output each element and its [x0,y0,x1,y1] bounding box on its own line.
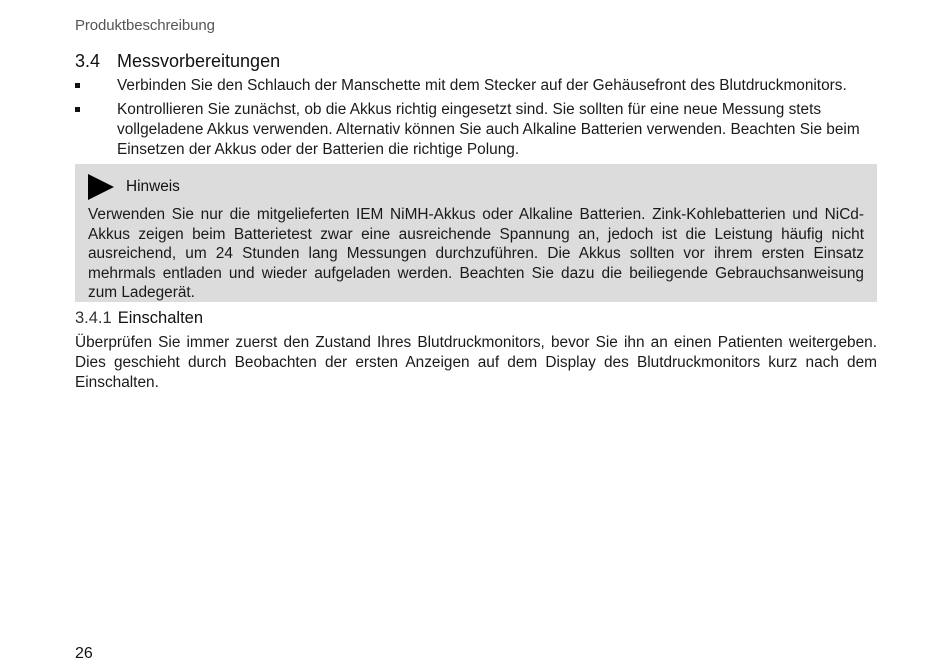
note-header [88,172,864,202]
arrow-right-icon [88,174,114,200]
subsection-heading [75,309,203,328]
page-number: 26 [75,645,93,662]
bullet-list [75,76,877,164]
bullet-square-icon [75,107,80,112]
bullet-square-icon [75,83,80,88]
list-item [75,100,877,160]
note-box [75,164,877,302]
running-header: Produktbeschreibung [75,17,215,34]
section-heading [75,51,280,72]
bullet-text: Kontrollieren Sie zunächst, ob die Akkus richtig eingesetzt sind. Sie sollten für eine neue Messung stets vollgeladene Akkus verwenden. Alternativ können Sie auch Alkaline Batterien verwenden. Beachten Sie beim Einsetzen der Akkus oder der Batterien die richtige Polung. [117,101,860,158]
note-title: Hinweis [126,178,180,195]
subsection-number: 3.4.1 [75,309,112,327]
subsection-paragraph: Überprüfen Sie immer zuerst den Zustand Ihres Blutdruckmonitors, bevor Sie ihn an einen Patienten weitergeben. Dies geschieht durch Beobachten der ersten Anzeigen auf dem Display des Blutdruckmonitors kurz nach dem Einschalten. [75,334,877,391]
bullet-text: Verbinden Sie den Schlauch der Manschette mit dem Stecker auf der Gehäusefront des Blutdruckmonitors. [117,77,847,94]
document-page [75,0,877,668]
section-title: Messvorbereitungen [117,51,281,71]
section-number: 3.4 [75,51,101,71]
note-text: Verwenden Sie nur die mitgelieferten IEM NiMH-Akkus oder Alkaline Batterien. Zink-Kohlebatterien und NiCd-Akkus zeigen beim Batterietest zwar eine ausreichende Spannung an, jedoch ist die Leistung häufig nicht ausreichend, um 24 Stunden lang Messungen durchzuführen. Die Akkus sollten vor ihrem ersten Einsatz mehrmals entladen und wieder aufgeladen werden. Beachten Sie dazu die beiliegende Gebrauchsanweisung zum Ladegerät. [88,206,864,301]
list-item [75,76,877,96]
subsection-title: Einschalten [117,309,204,327]
